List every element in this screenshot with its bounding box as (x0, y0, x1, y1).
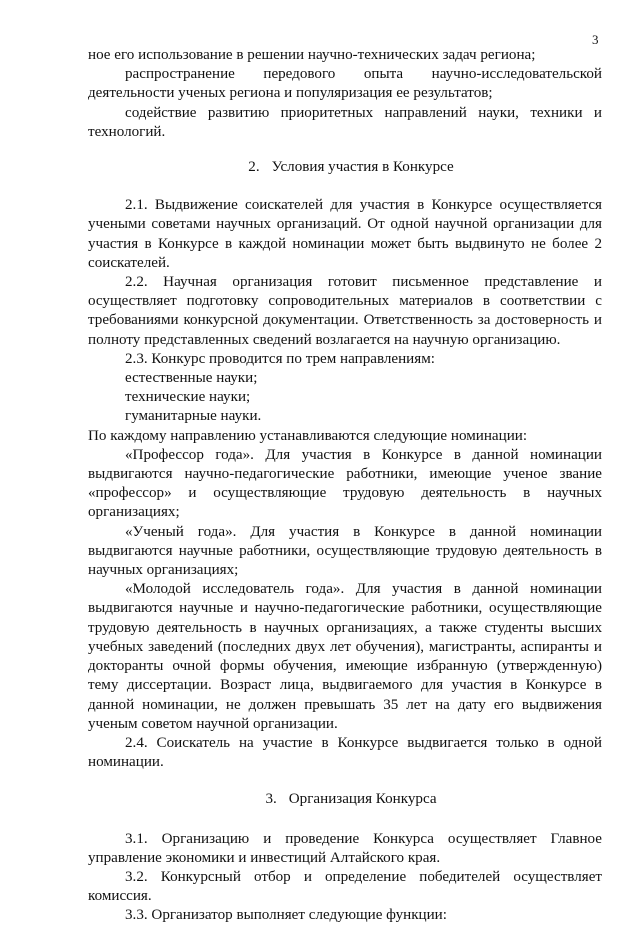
intro-line-3: содействие развитию приоритетных направлений науки, техники и технологий. (88, 104, 602, 140)
document-body (88, 46, 602, 926)
section-3-title: Организация Конкурса (288, 791, 437, 808)
paragraph-2-4: 2.4. Соискатель на участие в Конкурсе выдвигается только в одной номинации. (88, 734, 602, 771)
section-2-heading (88, 158, 602, 177)
nomination-scientist: «Ученый года». Для участия в Конкурсе в данной номинации выдвигаются научные работники, осуществляющие трудовую деятельность в научных организациях; (88, 523, 602, 579)
section-2-title: Условия участия в Конкурсе (271, 159, 454, 176)
paragraph-3-1: 3.1. Организацию и проведение Конкурса осуществляет Главное управление экономики и инвестиций Алтайского края. (88, 830, 602, 866)
paragraph-3-2: 3.2. Конкурсный отбор и определение победителей осуществляет комиссия. (88, 868, 602, 905)
section-3-number: 3. (265, 791, 277, 808)
direction-item: технические науки; (125, 389, 251, 406)
paragraph-2-2: 2.2. Научная организация готовит письменное представление и осуществляет подготовку сопроводительных материалов в соответствии с требованиями конкурсной документации. Ответственность за достоверность и полноту представленных сведений возлагается на научную организацию. (88, 274, 602, 348)
section-2-number: 2. (248, 159, 260, 176)
direction-item: естественные науки; (125, 370, 258, 387)
page-number: 3 (592, 32, 599, 47)
paragraph-2-3: 2.3. Конкурс проводится по трем направлениям: (125, 350, 435, 367)
section-3-heading (88, 790, 602, 809)
paragraph-3-3: 3.3. Организатор выполняет следующие функции: (125, 907, 447, 924)
paragraph-2-1: 2.1. Выдвижение соискателей для участия в Конкурсе осуществляется учеными советами научных организаций. От одной научной организации для участия в Конкурсе в каждой номинации может быть выдвинуто не более 2 соискателей. (88, 197, 602, 271)
intro-line-1: ное его использование в решении научно-технических задач региона; (88, 47, 536, 63)
nomination-young-researcher: «Молодой исследователь года». Для участия в данной номинации выдвигаются научные и научно-педагогические работники, осуществляющие трудовую деятельность в научных организациях, а также студенты высших учебных заведений (последних двух лет обучения), магистранты, аспиранты и докторанты очной формы обучения, имеющие избранную (утвержденную) тему диссертации. Возраст лица, выдвигаемого для участия в Конкурсе в данной номинации, не должен превышать 35 лет на дату его выдвижения ученым советом научной организации. (88, 581, 602, 732)
nominations-intro: По каждому направлению устанавливаются следующие номинации: (88, 427, 528, 444)
nomination-professor: «Профессор года». Для участия в Конкурсе в данной номинации выдвигаются научно-педагогические работники, имеющие ученое звание «профессор» и осуществляющие трудовую деятельность в научных организациях; (88, 446, 602, 521)
direction-item: гуманитарные науки. (125, 408, 262, 425)
intro-line-2: распространение передового опыта научно-исследовательской деятельности ученых региона и популяризация ее результатов; (88, 66, 602, 102)
